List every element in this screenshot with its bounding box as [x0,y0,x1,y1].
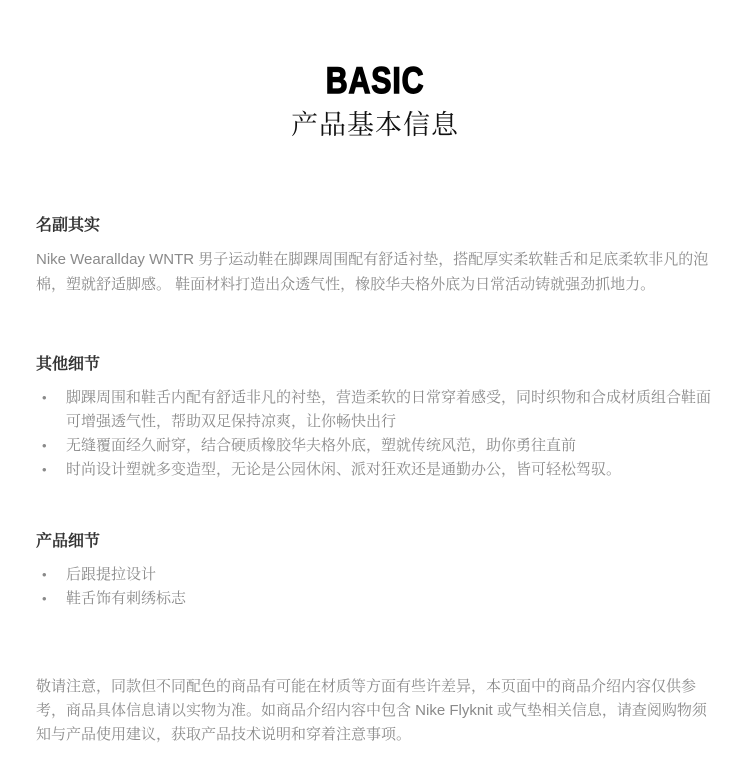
section-product-details [36,534,714,611]
product-details-list [36,563,714,611]
list-item: • 鞋舌饰有刺绣标志 [36,587,714,611]
other-details-list [36,386,714,482]
list-item: • 后跟提拉设计 [36,563,714,587]
section-heading-other-details: 其他细节 [36,356,101,374]
section-heading-product-details: 产品细节 [36,533,101,551]
intro-paragraph: Nike Wearallday WNTR 男子运动鞋在脚踝周围配有舒适衬垫，搭配厚实柔软鞋舌和足底柔软非凡的泡棉，塑就舒适脚感。 鞋面材料打造出众透气性，橡胶华夫格外底为日常活动铸就强劲抓地力。 [36,251,709,294]
page-subtitle: 产品基本信息 [291,110,459,140]
list-item: • 脚踝周围和鞋舌内配有舒适非凡的衬垫，营造柔软的日常穿着感受，同时织物和合成材质组合鞋面可增强透气性，帮助双足保持凉爽，让你畅快出行 [36,386,714,434]
section-other-details [36,357,714,482]
title-block [36,0,714,141]
list-item: • 时尚设计塑就多变造型，无论是公园休闲、派对狂欢还是通勤办公，皆可轻松驾驭。 [36,458,714,482]
list-item: • 无缝覆面经久耐穿，结合硬质橡胶华夫格外底，塑就传统风范，助你勇往直前 [36,434,714,458]
page-title: BASIC [325,60,425,101]
disclaimer-text: 敬请注意，同款但不同配色的商品有可能在材质等方面有些许差异，本页面中的商品介绍内容仅供参考，商品具体信息请以实物为准。如商品介绍内容中包含 Nike Flyknit 或气垫相关信息，请查阅购物须知与产品使用建议，获取产品技术说明和穿着注意事项。 [36,678,707,744]
section-intro [36,218,714,297]
section-heading-intro: 名副其实 [36,217,101,235]
